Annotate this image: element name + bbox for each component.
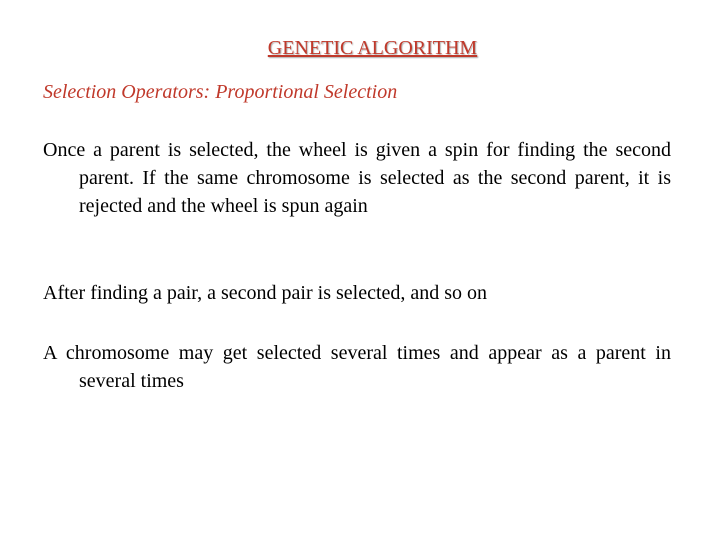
paragraph-second-parent-selection: Once a parent is selected, the wheel is given a spin for finding the second parent. If the same chromosome is selected as the second parent, it is rejected and the wheel is spun again — [43, 139, 671, 217]
paragraph-second-pair: After finding a pair, a second pair is selected, and so on — [43, 282, 488, 304]
slide-title: GENETIC ALGORITHM — [267, 37, 478, 59]
slide-subtitle: Selection Operators: Proportional Selection — [43, 81, 398, 103]
paragraph-multiple-selection: A chromosome may get selected several times and appear as a parent in several times — [43, 342, 671, 392]
